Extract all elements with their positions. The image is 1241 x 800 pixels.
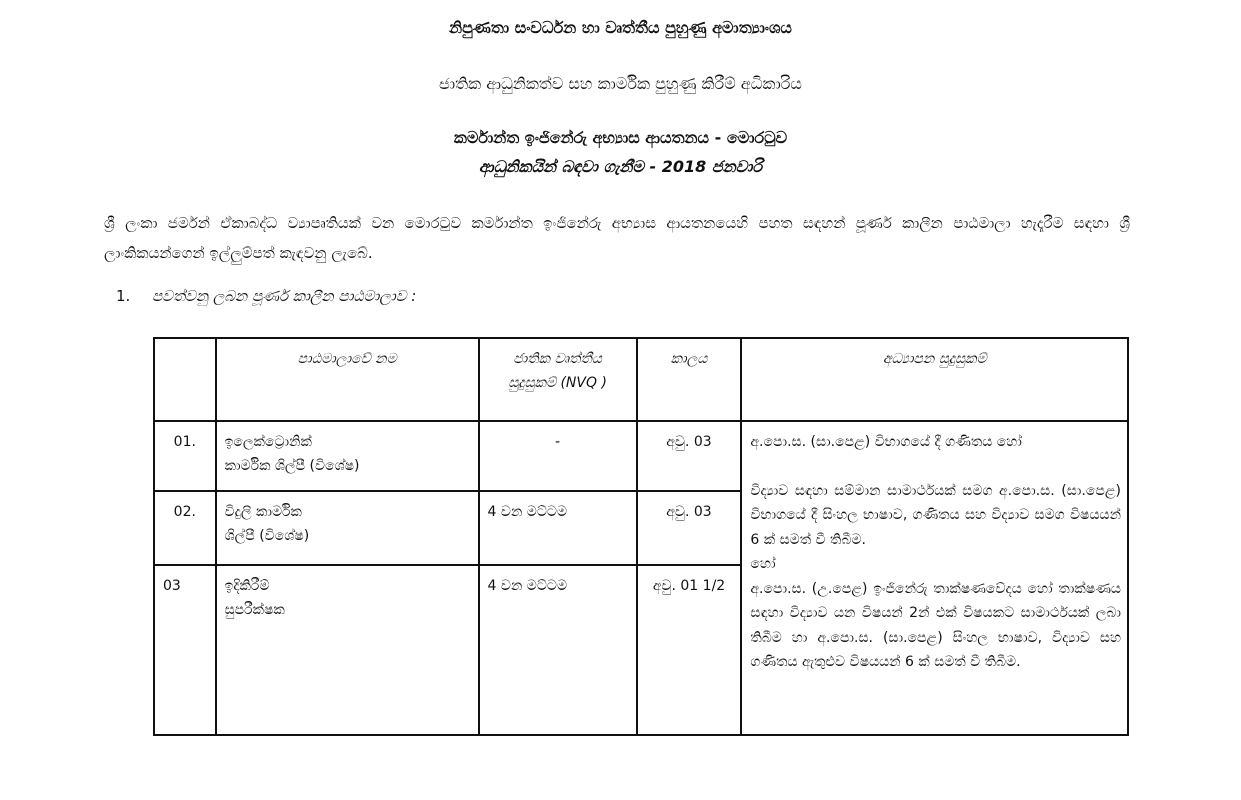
course-name-line1: ඉදිකිරීම් bbox=[224, 578, 270, 594]
course-name bbox=[216, 421, 479, 491]
course-name-line2: සුපරීක්ෂක bbox=[224, 602, 285, 618]
course-name-line1: විදුලි කාර්මික bbox=[224, 504, 302, 520]
institute-title: කර්මාන්ත ඉංජිනේරු අභ්‍යාස ආයතනය - මොරටුව bbox=[453, 128, 788, 147]
ministry-title: නිපුණතා සංවර්ධන හා වෘත්තීය පුහුණු අමාත්‍යාංශය bbox=[449, 18, 792, 37]
course-name-line2: කාර්මික ශිල්පී (විශේෂ) bbox=[224, 458, 360, 474]
table-header-row bbox=[154, 338, 1128, 421]
course-duration: අවු. 03 bbox=[637, 491, 742, 565]
nvq-level: - bbox=[479, 421, 637, 491]
qualification-line1: අ.පො.ස. (සා.පෙළ) විභාගයේ දී ගණිතය හෝ bbox=[750, 434, 1022, 450]
course-name-line2: ශිල්පී (විශේෂ) bbox=[224, 528, 310, 544]
course-name bbox=[216, 565, 479, 735]
header-duration: කාලය bbox=[637, 338, 742, 421]
authority-title: ජාතික ආධුනිකත්ව සහ කාර්මික පුහුණු කිරීම් අධිකාරිය bbox=[439, 74, 802, 93]
courses-table bbox=[153, 337, 1129, 736]
row-number: 02. bbox=[154, 491, 216, 565]
course-duration: අවු. 03 bbox=[637, 421, 742, 491]
header-nvq-line1: ජාතික වෘත්තීය bbox=[513, 351, 602, 367]
qualification-para1: විද්‍යාව සඳහා සම්මාන සාමාර්ථයක් සමග අ.පො.ස. (සා.පෙළ) විභාගයේ දී සිංහල භාෂාව, ගණිතය සහ විද්‍යාව සමග විෂයයන් 6 ක් සමත් වී තිබීම. bbox=[750, 482, 1121, 548]
section-title: පවත්වනු ලබන පූර්ණ කාලීන පාඨමාලාව : bbox=[152, 287, 417, 305]
course-name-line1: ඉලෙක්ට්‍රොනික් bbox=[224, 434, 312, 450]
header-no bbox=[154, 338, 216, 421]
row-number: 03 bbox=[154, 565, 216, 735]
header-course: පාඨමාලාවේ නම bbox=[216, 338, 479, 421]
qualification-or: හෝ bbox=[750, 556, 776, 572]
recruitment-subtitle: ආධුනිකයින් බඳවා ගැනීම - 2018 ජනවාරි bbox=[478, 157, 763, 176]
header-qualifications: අධ්‍යාපන සුදුසුකම් bbox=[741, 338, 1128, 421]
header-nvq bbox=[479, 338, 637, 421]
course-duration: අවු. 01 1/2 bbox=[637, 565, 742, 735]
row-number: 01. bbox=[154, 421, 216, 491]
section-number: 1. bbox=[116, 287, 131, 305]
table-row bbox=[154, 421, 1128, 491]
intro-paragraph: ශ්‍රී ලංකා ජර්මන් ඒකාබද්ධ ව්‍යාපෘතියක් වන මොරටුව කර්මාන්ත ඉංජිනේරු අභ්‍යාස ආයතනයෙහි පහත සඳහන් පූර්ණ කාලීන පාඨමාලා හැදෑරීම සඳහා ශ්‍රී ලාංකිකයන්ගෙන් ඉල්ලුම්පත් කැඳවනු ලැබේ. bbox=[104, 214, 1130, 262]
qualification-para2: අ.පො.ස. (උ.පෙළ) ඉංජිනේරු තාක්ෂණවේදය හෝ තාක්ෂණය සඳහා විද්‍යාව යන විෂයන් 2න් එක් විෂයකට සාමාර්ථයක් ලබා තිබීම හා අ.පො.ස. (සා.පෙළ) සිංහල භාෂාව, විද්‍යාව සහ ගණිතය ඇතුළුව විෂයයන් 6 ක් සමත් වී තිබීම. bbox=[750, 580, 1121, 670]
nvq-level: 4 වන මට්ටම bbox=[479, 491, 637, 565]
header-nvq-line2: සුදුසුකම් (NVQ ) bbox=[508, 375, 607, 391]
nvq-level: 4 වන මට්ටම bbox=[479, 565, 637, 735]
course-name bbox=[216, 491, 479, 565]
qualifications-cell bbox=[741, 421, 1128, 735]
